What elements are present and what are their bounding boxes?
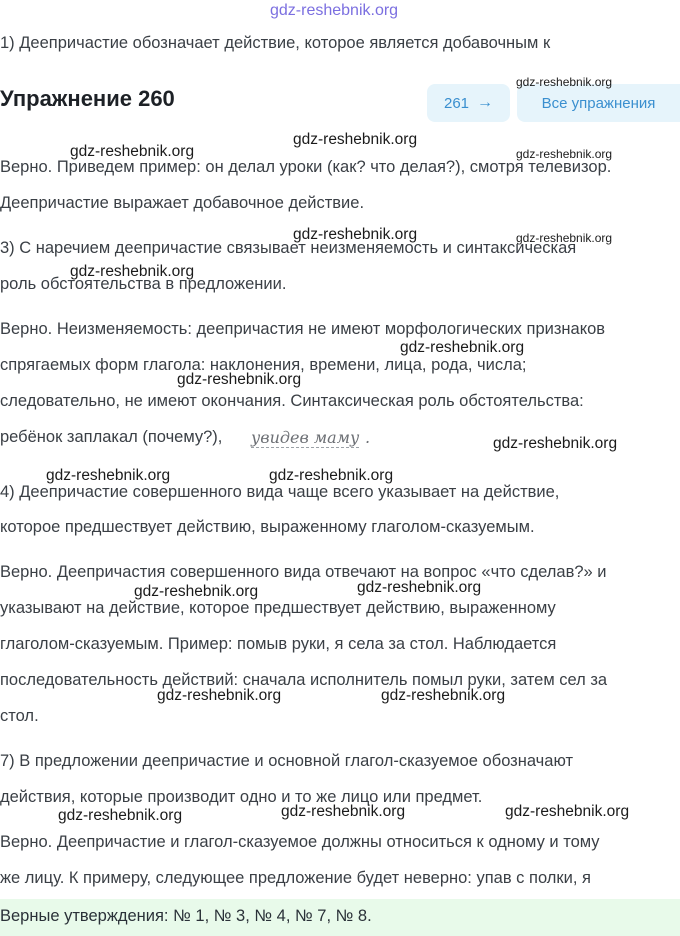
all-exercises-label: Все упражнения <box>541 94 656 112</box>
watermark: gdz-reshebnik.org <box>134 583 259 600</box>
watermark: gdz-reshebnik.org <box>516 147 613 161</box>
watermark: gdz-reshebnik.org <box>58 807 183 824</box>
watermark: gdz-reshebnik.org <box>505 803 630 820</box>
watermark: gdz-reshebnik.org <box>293 226 418 243</box>
text-line: Верно. Деепричастия совершенного вида отвечают на вопрос «что сделав?» и <box>0 563 607 581</box>
answer-summary-bar <box>0 899 680 936</box>
text-line: 7) В предложении деепричастие и основной глагол-сказуемое обозначают <box>0 752 574 770</box>
watermark: gdz-reshebnik.org <box>70 143 195 160</box>
text-line: 3) С наречием деепричастие связывает неизменяемость и синтаксическая <box>0 239 577 257</box>
text-line: глаголом-сказуемым. Пример: помыв руки, я села за стол. Наблюдается <box>0 635 557 653</box>
text-line: же лицу. К примеру, следующее предложение будет неверно: упав с полки, я <box>0 869 591 887</box>
watermark: gdz-reshebnik.org <box>46 467 171 484</box>
text-line: действия, которые производит одно и то же лицо или предмет. <box>0 788 483 806</box>
next-exercise-label: 261 <box>443 94 470 112</box>
watermark-top: gdz-reshebnik.org <box>270 2 399 19</box>
answer-summary: Верные утверждения: № 1, № 3, № 4, № 7, № 8. <box>0 907 372 925</box>
watermark: gdz-reshebnik.org <box>281 803 406 820</box>
next-exercise-button[interactable] <box>427 84 510 122</box>
text-line: которое предшествует действию, выраженному глаголом-сказуемым. <box>0 518 535 536</box>
watermark: gdz-reshebnik.org <box>293 131 418 148</box>
text-line: стол. <box>0 707 39 725</box>
page-title: Упражнение 260 <box>0 86 175 111</box>
watermark: gdz-reshebnik.org <box>177 371 302 388</box>
handwritten-answer <box>251 428 359 448</box>
watermark: gdz-reshebnik.org <box>516 75 613 89</box>
text-line: Деепричастие выражает добавочное действие. <box>0 194 365 212</box>
arrow-right-icon: → <box>477 94 494 111</box>
intro-line: 1) Деепричастие обозначает действие, которое является добавочным к <box>0 34 551 52</box>
text-line: последовательность действий: сначала исполнитель помыл руки, затем сел за <box>0 671 608 689</box>
watermark: gdz-reshebnik.org <box>357 579 482 596</box>
watermark: gdz-reshebnik.org <box>400 339 525 356</box>
watermark: gdz-reshebnik.org <box>516 231 613 245</box>
watermark: gdz-reshebnik.org <box>157 687 282 704</box>
all-exercises-button[interactable] <box>517 84 680 122</box>
handwritten-phrase: увидев маму <box>251 428 360 447</box>
text-line: ребёнок заплакал (почему?), <box>0 428 223 446</box>
handwritten-period: . <box>365 428 371 447</box>
watermark: gdz-reshebnik.org <box>269 467 394 484</box>
watermark: gdz-reshebnik.org <box>70 263 195 280</box>
text-line: Верно. Деепричастие и глагол-сказуемое должны относиться к одному и тому <box>0 833 600 851</box>
text-line: спрягаемых форм глагола: наклонения, времени, лица, рода, числа; <box>0 356 527 374</box>
text-line: роль обстоятельства в предложении. <box>0 275 287 293</box>
text-line: следовательно, не имеют окончания. Синтаксическая роль обстоятельства: <box>0 392 584 410</box>
watermark: gdz-reshebnik.org <box>381 687 506 704</box>
text-line: указывают на действие, которое предшествует действию, выраженному <box>0 599 556 617</box>
text-line: 4) Деепричастие совершенного вида чаще всего указывает на действие, <box>0 483 560 501</box>
text-line: Верно. Приведем пример: он делал уроки (как? что делая?), смотря телевизор. <box>0 158 612 176</box>
text-line: Верно. Неизменяемость: деепричастия не имеют морфологических признаков <box>0 320 606 338</box>
watermark: gdz-reshebnik.org <box>493 435 618 452</box>
